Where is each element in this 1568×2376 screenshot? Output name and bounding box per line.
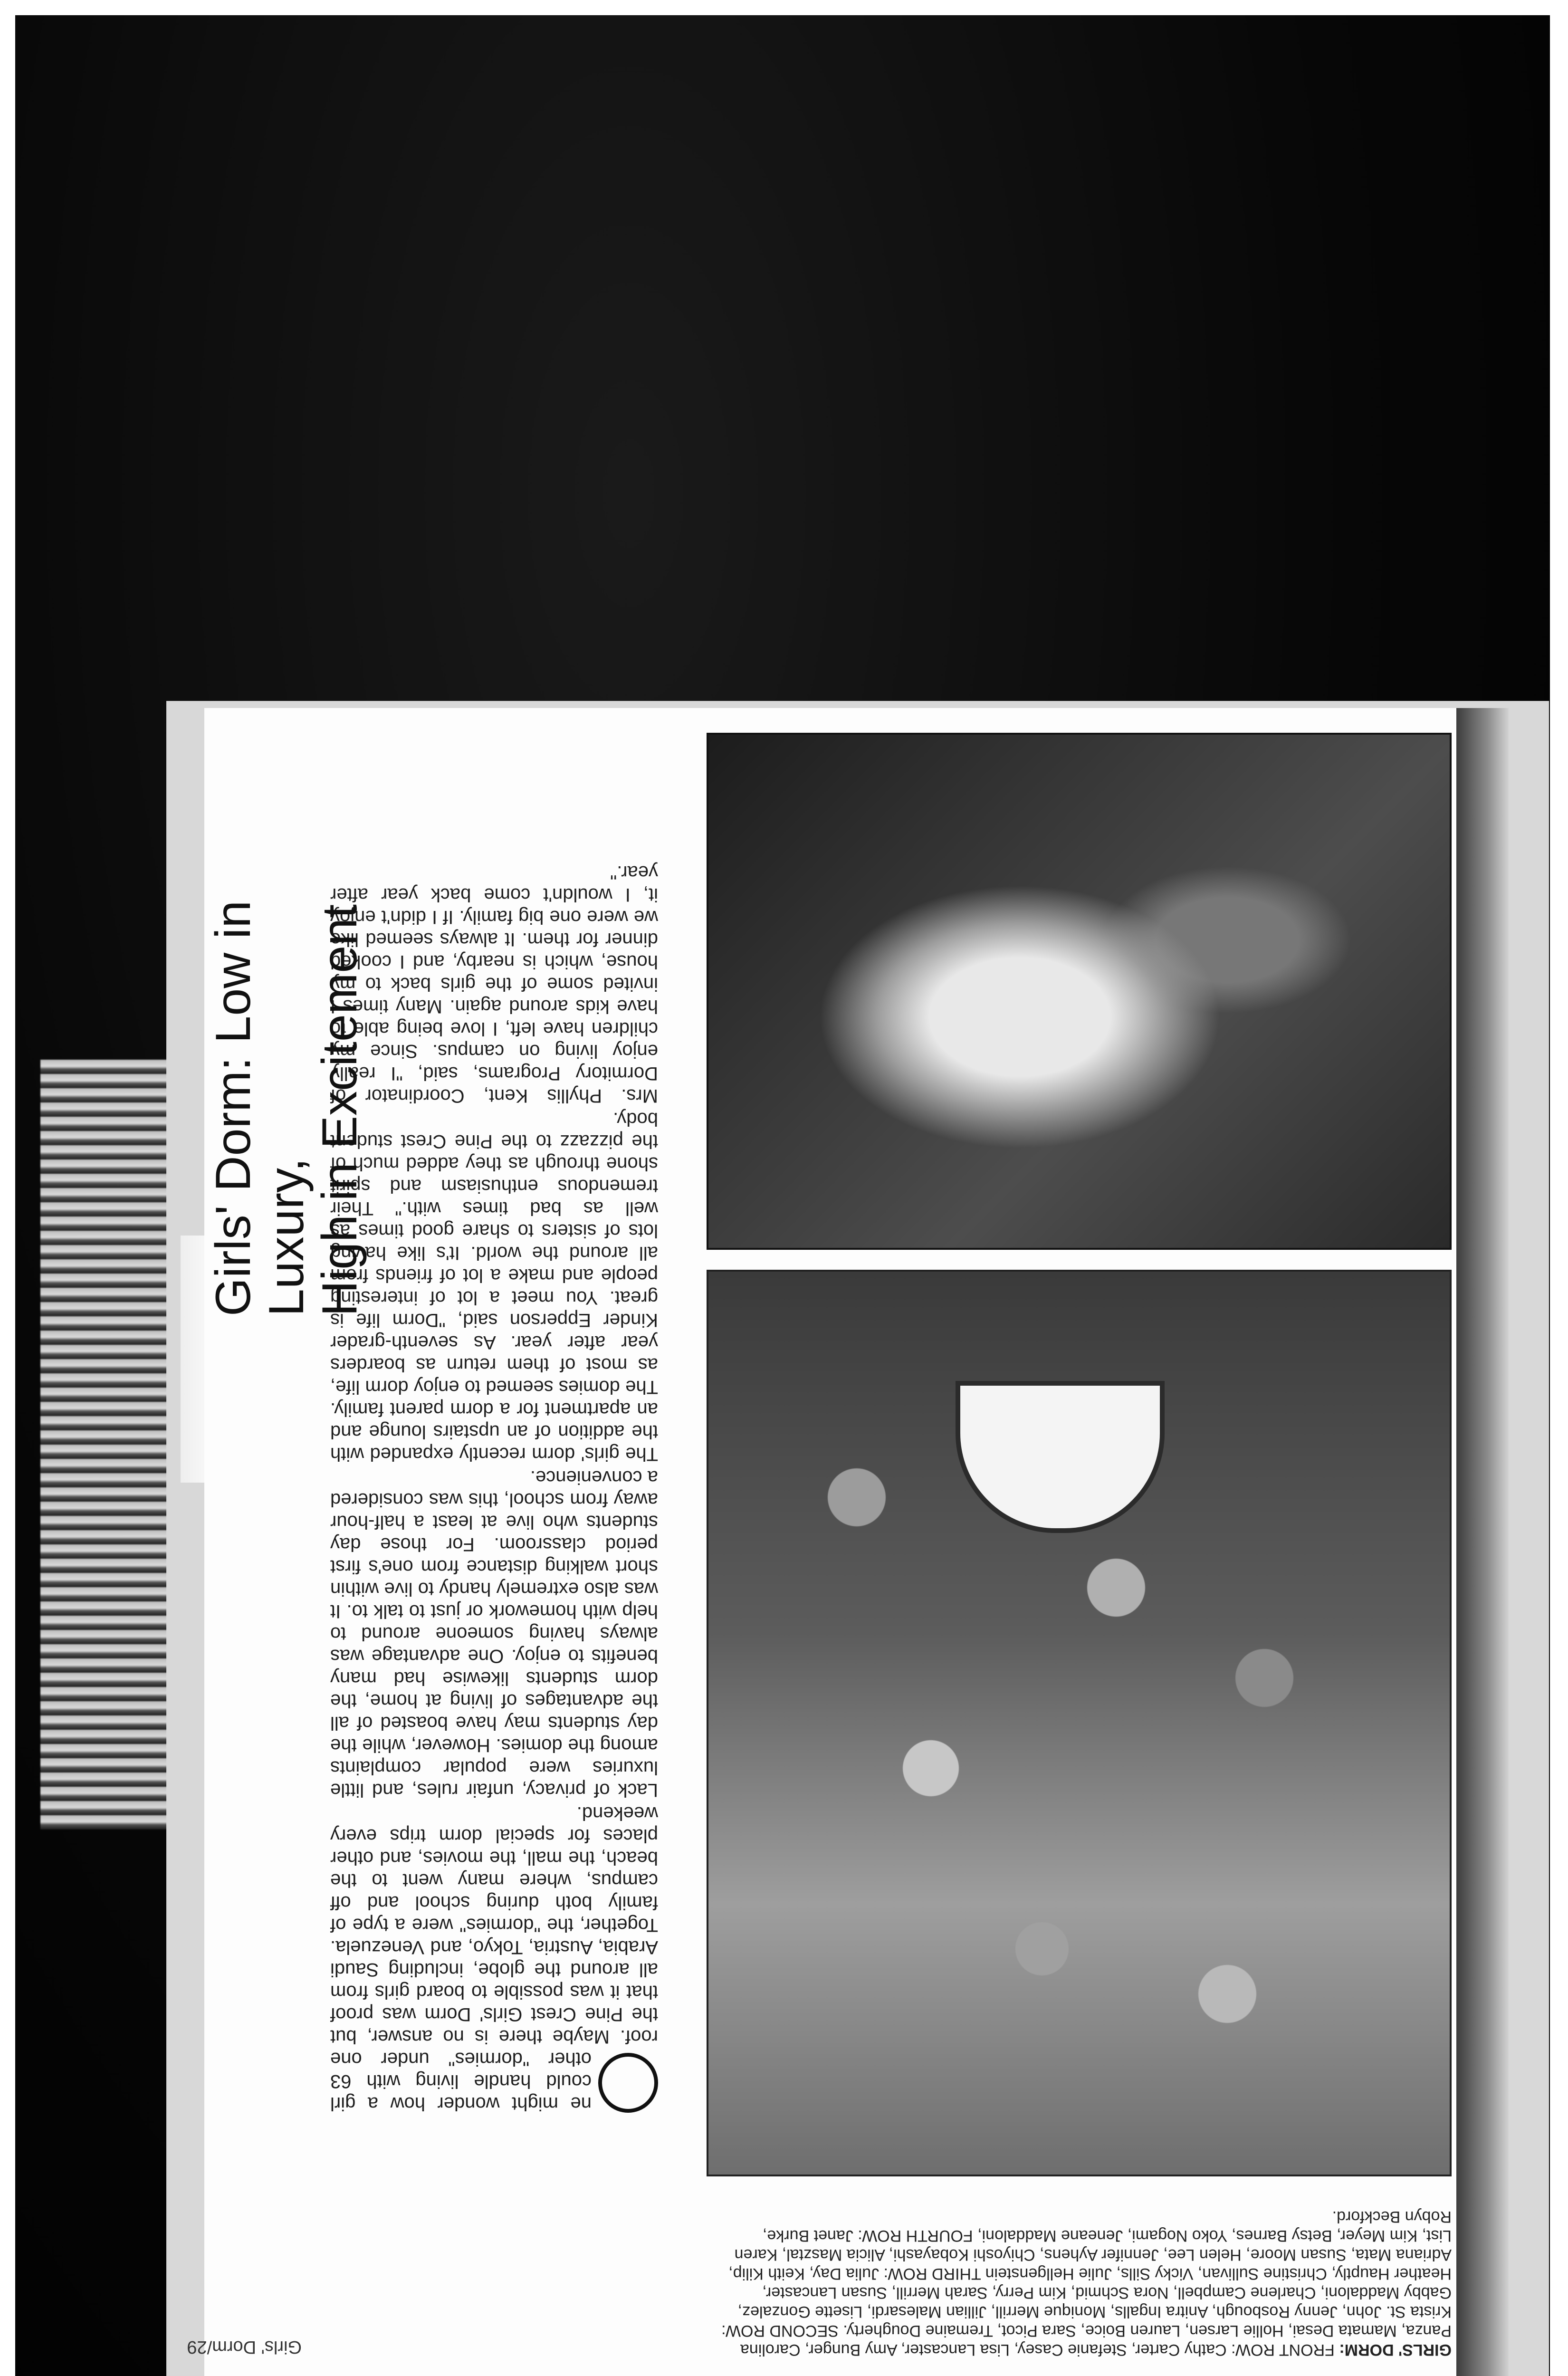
facing-page-photo-edge — [1456, 708, 1509, 2376]
group-photo — [707, 1270, 1452, 2176]
portrait-photo — [707, 733, 1452, 1250]
article-body — [330, 860, 658, 2115]
caption-text: FRONT ROW: Cathy Carter, Stefanie Casey, Lisa Lancaster, Amy Bunger, Carolina Panza, Mamata Desai, Hollie Larsen, Lauren Boice, Sara Picot, Tremaine Dougherty. SECOND ROW: Krista St. John, Jenny Rosbough, Anitra Ingalls, Monique Merrill, Jillian Malesardi, Lisette Gonzalez, Gabby Maddaloni, Charlene Campbell, Nora Schmid, Kim Perry, Sarah Merrill, Susan Lancaster, Heather Hauptly, Christine Sullivan, Vicky Sills, Julie Hellgenstein THIRD ROW: Julia Day, Keith Kilip, Adriana Mata, Susan Moore, Helen Lee, Jennifer Ayhens, Chiyoshi Kobayashi, Alicia Masztal, Karen List, Kim Meyer, Betsy Barnes, Yoko Nogami, Jeneane Maddaloni, FOURTH ROW: Janet Burke, Robyn Beckford. — [721, 2208, 1452, 2359]
paragraph: Lack of privacy, unfair rules, and little luxuries were popular complaints among the domies. However, while the day students may have boasted of all the advantages of living at home, the dorm students likewise had many benefits to enjoy. One advantage was always having someone around to help with homework or just to talk to. It was also extremely handy to live within short walking distance from one's first period classroom. For those day students who live at least a half-hour away from school, this was considered a convenience. — [330, 1467, 658, 1801]
title-line-1: Girls' Dorm: Low in Luxury, — [206, 900, 314, 1316]
photo-caption — [720, 2207, 1452, 2359]
yearbook-page — [187, 708, 1509, 2376]
paragraph: Mrs. Phyllis Kent, Coordinator of Dormitory Programs, said, "I really enjoy living on campus. Since my children have left, I love being able to have kids around again. Many times I invited some of the girls back to my house, which is nearby, and I cooked dinner for them. It always seemed like we were one big family. If I didn't enjoy it, I wouldn't come back year after year." — [330, 862, 658, 1106]
article-title — [206, 746, 367, 1316]
fanlight-window — [956, 1381, 1165, 1533]
paragraph — [330, 1802, 658, 2115]
drop-cap — [598, 2053, 658, 2113]
paragraph: The girls' dorm recently expanded with the addition of an upstairs lounge and an apartment for a dorm parent family. The domies seemed to enjoy dorm life, as most of them return as boarders year after year. As seventh-grader Kinder Epperson said, "Dorm life is great. You meet a lot of interesting people and make a lot of friends from all around the world. It's like having lots of sisters to share good times as well as bad times with." Their tremendous enthusiasm and spirit shone through as they added much of the pizzazz to the Pine Crest student body. — [330, 1109, 658, 1465]
window-blinds-background — [40, 1060, 183, 1830]
paragraph-text: ne might wonder how a girl could handle living with 63 other "dormies" under one roof. Maybe there is no answer, but the Pine Crest Girls' Dorm was proof that it was possible to board girls from all around the globe, including Saudi Arabia, Austria, Tokyo, and Venezuela. Together, the "dormies" were a type of family both during school and off campus, where many went to the beach, the mall, the movies, and other places for special dorm trips every weekend. — [330, 1803, 658, 2114]
page-folio: Girls' Dorm/29 — [187, 2337, 302, 2357]
title-line-2: High in Excitement — [312, 904, 367, 1316]
caption-heading: GIRLS' DORM: — [1339, 2341, 1452, 2359]
page-content-rotated — [187, 708, 1509, 2376]
